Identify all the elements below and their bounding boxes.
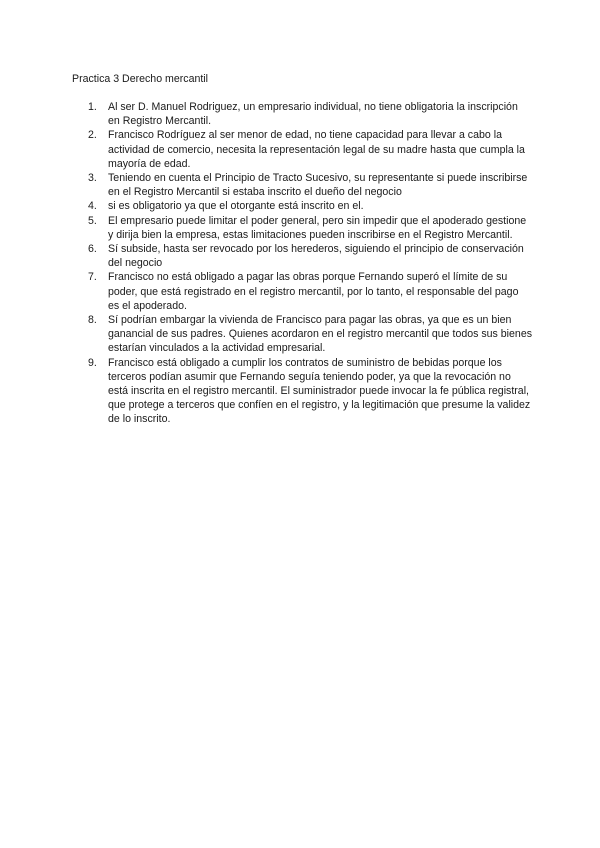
list-item (0, 128, 600, 171)
list-item-number: 8. (88, 314, 97, 327)
list-item-text: Francisco está obligado a cumplir los contratos de suministro de bebidas porque los terceros podían asumir que Fernando seguía teniendo poder, ya que la revocación no está inscrita en el registro mercantil. El suministrador puede invocar la fe pública registral, que protege a terceros que confíen en el registro, y la legitimación que presume la validez de lo inscrito. (108, 356, 531, 426)
list-item-number: 1. (88, 101, 97, 113)
list-item (0, 242, 600, 270)
list-item-number: 6. (88, 243, 97, 256)
list-item-text: Sí subside, hasta ser revocado por los herederos, siguiendo el principio de conservación del negocio (108, 243, 524, 270)
list-item-text: si es obligatorio ya que el otorgante está inscrito en el. (108, 200, 364, 213)
list-item (0, 313, 600, 356)
list-item-number: 5. (88, 214, 97, 227)
list-item-text: El empresario puede limitar el poder general, pero sin impedir que el apoderado gestione y dirija bien la empresa, estas limitaciones pueden inscribirse en el Registro Mercantil. (108, 214, 527, 241)
list-item-text: Francisco Rodríguez al ser menor de edad, no tiene capacidad para llevar a cabo la actividad de comercio, necesita la representación legal de su madre hasta que cumpla la mayoría de edad. (108, 129, 525, 170)
answer-list (0, 100, 600, 427)
list-item (0, 214, 600, 242)
list-item (0, 171, 600, 199)
document-title: Practica 3 Derecho mercantil (72, 73, 209, 85)
list-item-text: Sí podrían embargar la vivienda de Francisco para pagar las obras, ya que es un bien ganancial de sus padres. Quienes acordaron en el registro mercantil que todos sus bienes estarían vinculados a la actividad empresarial. (108, 314, 533, 355)
list-item-number: 7. (88, 271, 97, 284)
list-item-number: 2. (88, 129, 97, 142)
list-item-number: 9. (88, 356, 97, 369)
list-item-text: Teniendo en cuenta el Principio de Tracto Sucesivo, su representante si puede inscribirse en el Registro Mercantil si estaba inscrito el dueño del negocio (108, 172, 528, 199)
list-item (0, 356, 600, 427)
list-item-text: Francisco no está obligado a pagar las obras porque Fernando superó el límite de su poder, que está registrado en el registro mercantil, por lo tanto, el responsable del pago es el apoderado. (108, 271, 519, 312)
list-item (0, 100, 600, 128)
list-item-number: 4. (88, 200, 97, 213)
list-item-number: 3. (88, 172, 97, 185)
list-item (0, 199, 600, 213)
list-item (0, 270, 600, 313)
list-item-text: Al ser D. Manuel Rodriguez, un empresario individual, no tiene obligatoria la inscripción en Registro Mercantil. (108, 101, 518, 128)
